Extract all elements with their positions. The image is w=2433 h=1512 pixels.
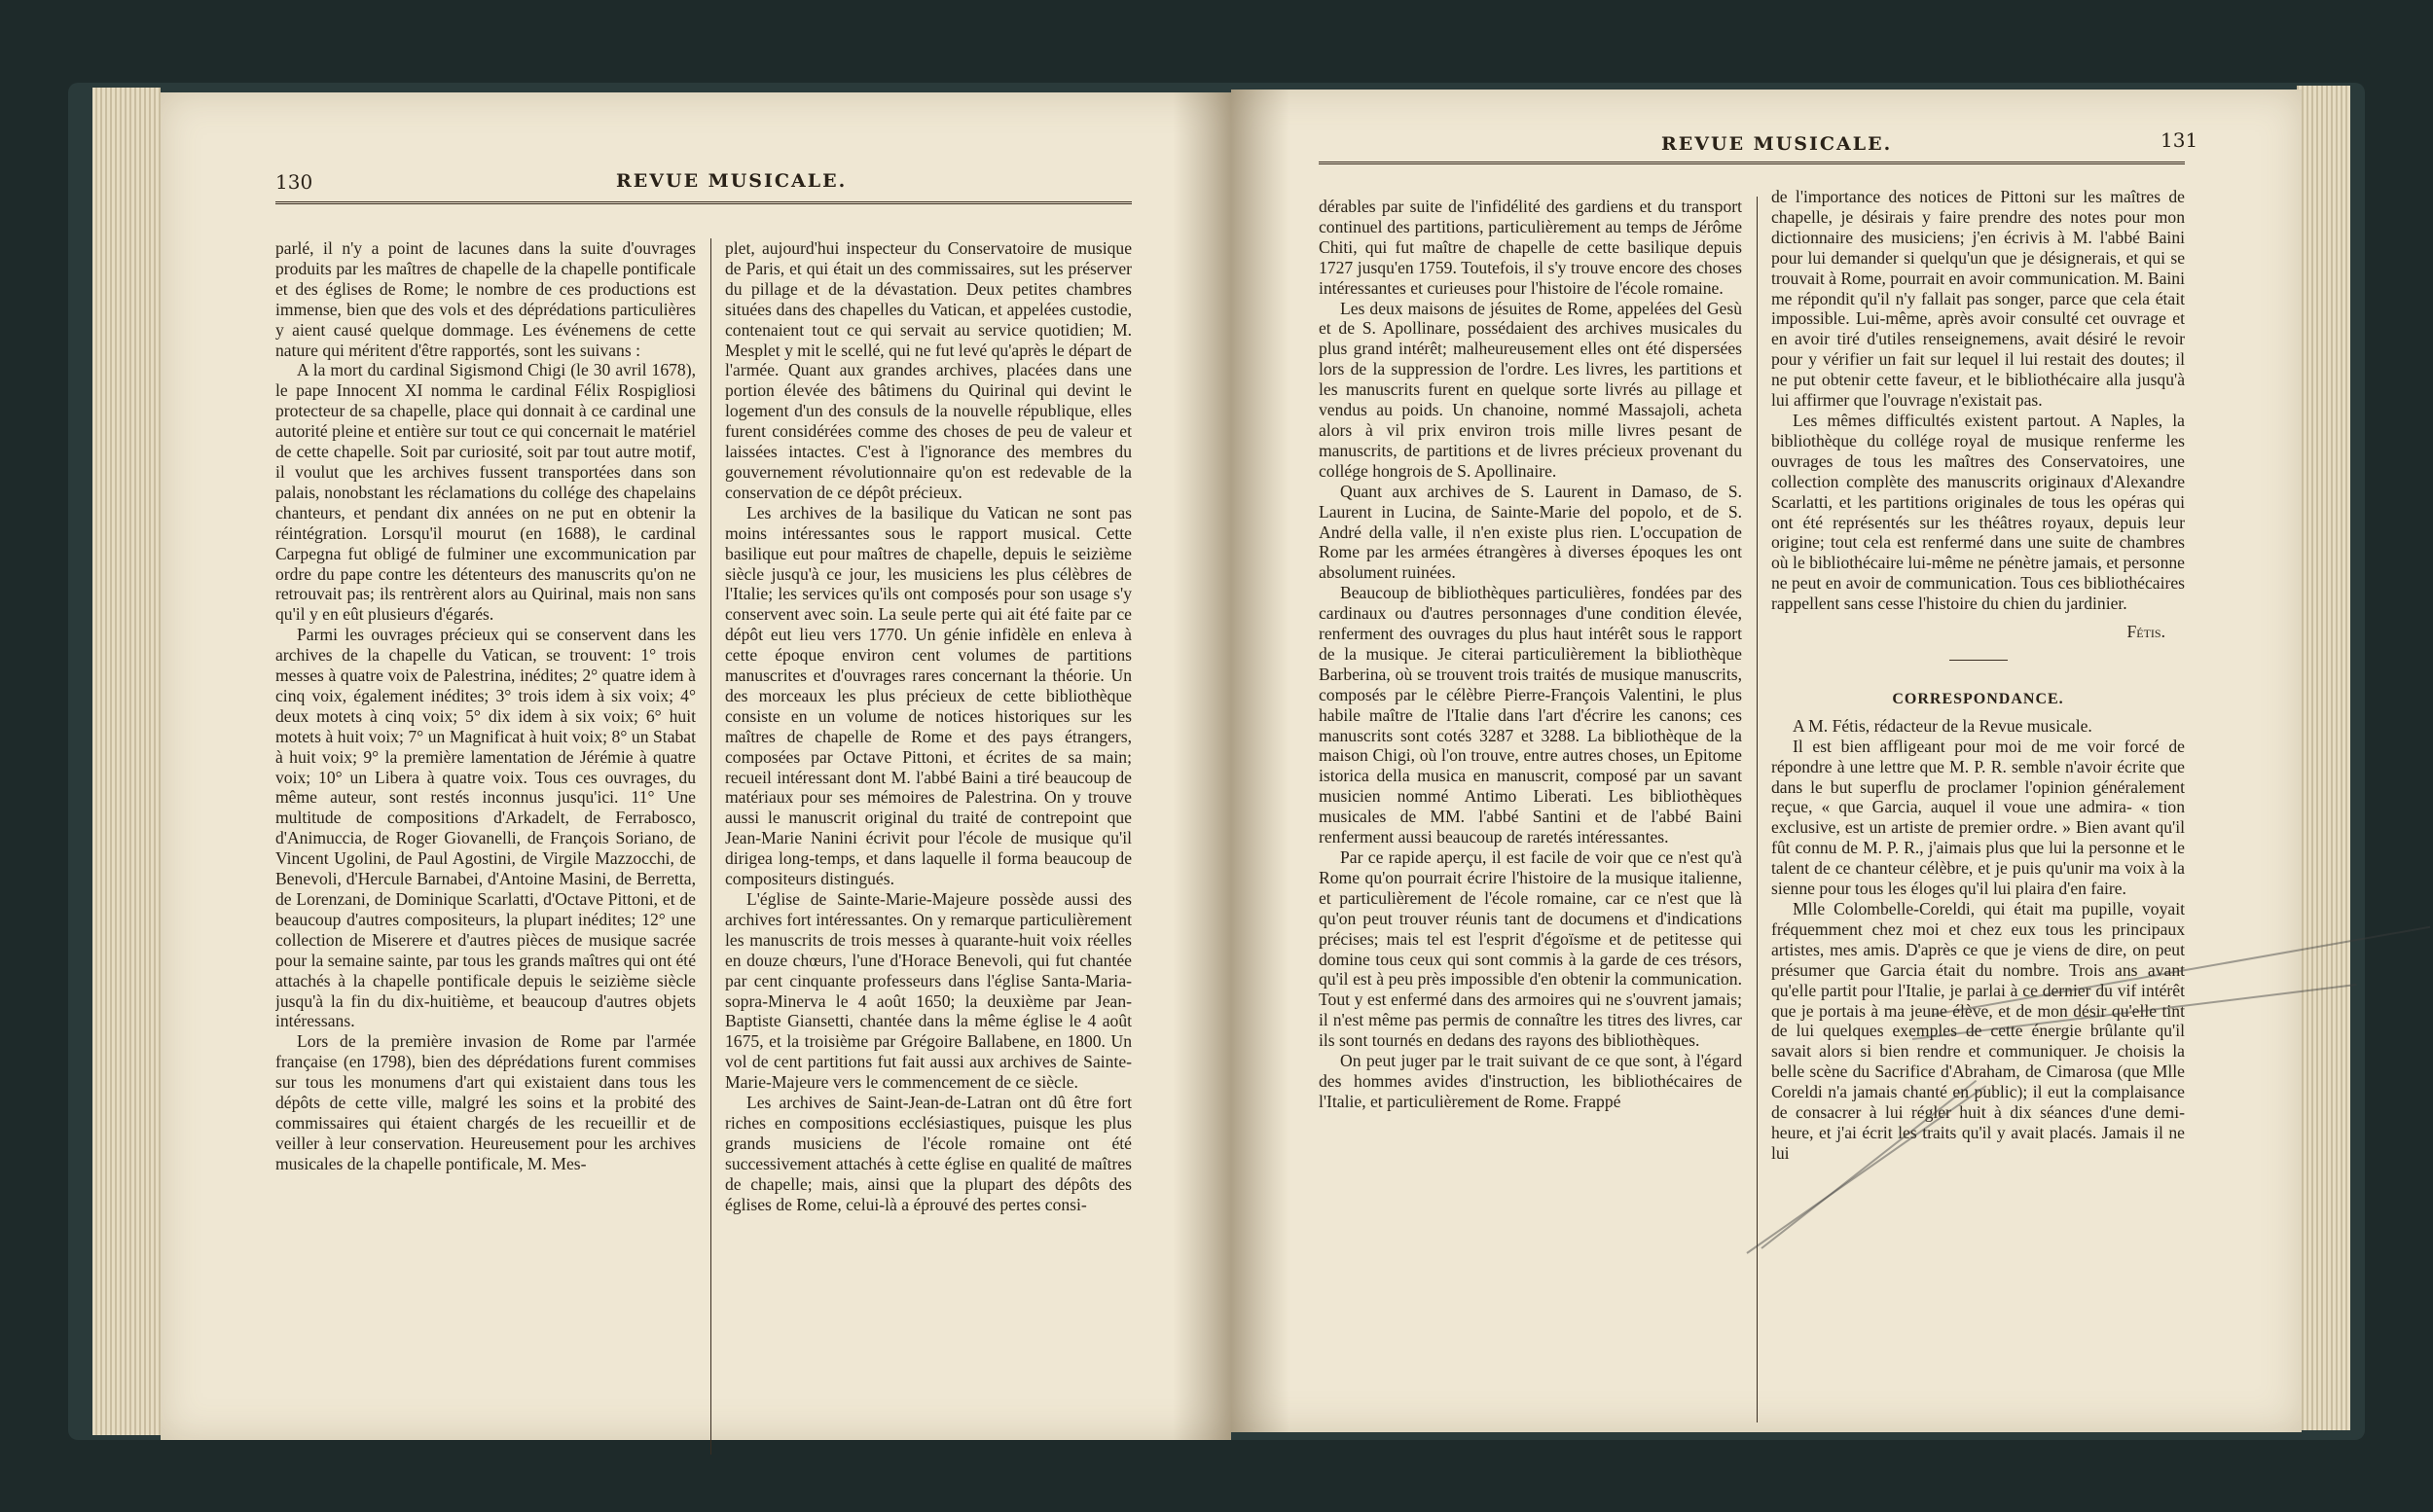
running-head: REVUE MUSICALE.: [616, 170, 848, 192]
paragraph: A la mort du cardinal Sigismond Chigi (le 30 avril 1678), le pape Innocent XI nomma le cardinal Félix Rospigliosi protecteur de sa chapelle, place qui donnait à ce cardinal une autorité pleine et entière sur tout ce qui concernait le matériel de cette chapelle. Soit par curiosité, soit par tout autre motif, il voulut que les archives fussent transportées dans son palais, nonobstant les réclamations du collége des chapelains chanteurs, et pendant dix années on ne put en obtenir la réintégration. Lorsqu'il mourut (en 1688), le cardinal Carpegna fut obligé de fulminer une excommunication par ordre du pape contre les détenteurs des manuscrits qu'on ne retrouvait pas; ils rentrèrent alors au Quirinal, mais non sans qu'il y en eût plusieurs d'égarés.: [275, 360, 696, 625]
text-column-1: [275, 238, 696, 1455]
paragraph: Mlle Colombelle-Coreldi, qui était ma pupille, voyait fréquemment chez moi et chez eux tous les principaux artistes, mes amis. D'après ce que je viens de dire, on peut présumer que Garcia était du nombre. Trois ans avant qu'elle partit pour l'Italie, je parlai à ce dernier du vif intérêt que je portais à ma jeune élève, et de mon désir qu'elle tint de lui quelques exemples de cette énergie brûlante qu'il savait alors si bien rendre et communiquer. Je choisis la belle scène du Sacrifice d'Abraham, de Cimarosa (que Mlle Coreldi n'a jamais chanté en public); il eut la complaisance de consacrer à lui régler huit à dix séances d'une demi-heure, et j'ai écrit les traits qu'il y avait placés. Jamais il ne lui: [1771, 899, 2185, 1163]
paragraph: Les deux maisons de jésuites de Rome, appelées del Gesù et de S. Apollinare, possédaient des archives musicales du plus grand intérêt; malheureusement elles ont été dispersées lors de la suppression de l'ordre. Les livres, les partitions et les manuscrits furent en quelque sorte livrés au pillage et vendus au poids. Un chanoine, nommé Massajoli, acheta alors à vil prix environ trois mille livres pesant de manuscrits, de partitions et de livres précieux provenant du collége hongrois de S. Apollinaire.: [1319, 298, 1742, 481]
text-column-2: [725, 238, 1132, 1455]
paragraph: plet, aujourd'hui inspecteur du Conservatoire de musique de Paris, et qui était un des commissaires, sut les préserver du pillage et de la dévastation. Deux petites chambres situées dans des chapelles du Vatican, et appelées custodie, contenaient tout ce qui servait au service quotidien; M. Mesplet y mit le scellé, qui ne fut levé qu'après le départ de l'armée. Quant aux grandes archives, placées dans une portion élevée des bâtimens du Quirinal qui devint le logement d'un des consuls de la nouvelle république, elles furent considérées comme des choses de peu de valeur et laissées intactes. C'est à l'ignorance des membres du gouvernement révolutionnaire qu'on est redevable de la conservation de ce dépôt précieux.: [725, 238, 1132, 502]
page-edges-left: [92, 88, 161, 1435]
left-page: [161, 92, 1231, 1440]
text-column-3: [1319, 197, 1742, 1422]
header-rule: [275, 201, 1132, 204]
paragraph: Les archives de la basilique du Vatican ne sont pas moins intéressantes sous le rapport musical. Cette basilique eut pour maîtres de chapelle, depuis le seizième siècle jusqu'à ce jour, les musiciens les plus célèbres de l'Italie; les services qu'ils ont composés pour son usage s'y conservent avec soin. La seule perte qui ait été faite par ce dépôt eut lieu vers 1770. Un génie infidèle en enleva à cette époque environ cent volumes de partitions manuscrites et d'ouvrages rares concernant la théorie. Un des morceaux les plus précieux de cette bibliothèque consiste en un volume de notices historiques sur les maîtres de chapelle de Rome et des pays étrangers, composées par Octave Pittoni, et écrites de sa main; recueil intéressant dont M. l'abbé Baini a tiré beaucoup de matériaux pour ses mémoires de Palestrina. On y trouve aussi le manuscrit original du traité de contrepoint que Jean-Marie Nanini écrivit pour l'école de musique qu'il dirigea long-temps, et dans laquelle il forma beaucoup de compositeurs distingués.: [725, 502, 1132, 889]
paragraph: On peut juger par le trait suivant de ce que sont, à l'égard des hommes avides d'instruction, les bibliothécaires de l'Italie, et particulièrement de Rome. Frappé: [1319, 1051, 1742, 1111]
paragraph: L'église de Sainte-Marie-Majeure possède aussi des archives fort intéressantes. On y remarque particulièrement les manuscrits de trois messes à quarante-huit voix réelles en douze chœurs, l'une d'Horace Benevoli, qui fut chantée par cent cinquante professeurs dans l'église Santa-Maria-sopra-Minerva le 4 août 1650; la deuxième par Jean-Baptiste Giansetti, chantée dans la même église le 4 août 1675, et la troisième par Grégoire Ballabene, en 1800. Un vol de cent partitions fut fait aussi aux archives de Sainte-Marie-Majeure vers le commencement de ce siècle.: [725, 889, 1132, 1093]
page-number: 130: [275, 170, 313, 194]
gutter-shadow: [1231, 90, 1289, 1432]
column-divider: [710, 238, 711, 1455]
salutation: A M. Fétis, rédacteur de la Revue musicale.: [1793, 715, 2092, 736]
right-page: [1231, 90, 2302, 1432]
paragraph: de l'importance des notices de Pittoni sur les maîtres de chapelle, je désirais y faire prendre des notes pour mon dictionnaire des musiciens; j'en écrivis à M. l'abbé Baini pour lui demander si quelqu'un que je désignerais, et qui se trouvait à Rome, pourrait en avoir communication. M. Baini me répondit qu'il n'y fallait pas songer, parce que cela était impossible. Lui-même, après avoir consulté cet ouvrage et en avoir tiré d'utiles renseignemens, avait désiré le revoir pour y vérifier un fait sur lequel il lui restait des doutes; il ne put obtenir cette faveur, et le bibliothécaire alla jusqu'à lui affirmer que l'ouvrage n'existait pas.: [1771, 187, 2185, 411]
section-divider: [1949, 660, 2008, 661]
page-number: 131: [2161, 128, 2198, 152]
paragraph: Il est bien affligeant pour moi de me voir forcé de répondre à une lettre que M. P. R. semble n'avoir écrite que dans le but superflu de proclamer l'opinion généralement reçue, « que Garcia, auquel il voue une admira- « tion exclusive, est un artiste de premier ordre. » Bien avant qu'il fût connu de M. P. R., j'aimais plus que lui la personne et le talent de ce chanteur célèbre, et je puis qu'unir ma voix à la sienne pour tous les éloges qu'il lui plaira d'en faire.: [1771, 736, 2185, 899]
author-signature: Fétis.: [2126, 622, 2165, 642]
paragraph: Parmi les ouvrages précieux qui se conservent dans les archives de la chapelle du Vatican, se trouvent: 1° trois messes à quatre voix de Palestrina, inédites; 2° quatre idem à cinq voix, également inédites; 3° trois idem à six voix; 4° deux motets à cinq voix; 5° dix idem à six voix; 6° huit motets à huit voix; 7° un Magnificat à huit voix; 8° un Stabat à huit voix; 9° la première lamentation de Jérémie à quatre voix; 10° un Libera à quatre voix. Tous ces ouvrages, du même auteur, sont restés inconnus jusqu'ici. 11° Une multitude de compositions d'Arkadelt, de Ferrabosco, d'Animuccia, de Roger Giovanelli, de François Soriano, de Vincent Ugolini, de Paul Agostini, de Virgile Mazzocchi, de Benevoli, d'Hercule Barnabei, d'Antoine Masini, de Berretta, de Lorenzani, de Dominique Scarlatti, d'Octave Pittoni, et de beaucoup d'autres compositeurs, la plupart inédites; 12° une collection de Miserere et d'autres pièces de musique sacrée pour la semaine sainte, par tous les grands maîtres qui ont été attachés à la chapelle pontificale depuis le seizième siècle jusqu'à la fin du dix-huitième, et beaucoup d'autres objets intéressans.: [275, 625, 696, 1031]
paragraph: parlé, il n'y a point de lacunes dans la suite d'ouvrages produits par les maîtres de chapelle de la chapelle pontificale et des églises de Rome; le nombre de ces productions est immense, bien que des vols et des déprédations particulières y aient causé quelque dommage. Les événemens de cette nature qui méritent d'être rapportés, sont les suivans :: [275, 238, 696, 360]
paragraph: dérables par suite de l'infidélité des gardiens et du transport continuel des partitions, particulièrement au temps de Jérôme Chiti, qui fut maître de chapelle de cette basilique depuis 1727 jusqu'en 1759. Toutefois, il s'y trouve encore des choses intéressantes et curieuses pour l'histoire de l'école romaine.: [1319, 197, 1742, 298]
paragraph: Quant aux archives de S. Laurent in Damaso, de S. Laurent in Lucina, de Sainte-Marie del popolo, et de S. André della valle, il n'en existe plus rien. L'occupation de Rome par les armées étrangères à diverses époques les ont absolument ruinées.: [1319, 481, 1742, 583]
header-rule: [1319, 162, 2185, 164]
paragraph: Les archives de Saint-Jean-de-Latran ont dû être fort riches en compositions ecclésiastiques, puisque les plus grands musiciens de l'école romaine ont été successivement attachés à cette église en qualité de maîtres de chapelle; mais, ainsi que la plupart des dépôts des églises de Rome, celui-là a éprouvé des pertes consi-: [725, 1093, 1132, 1214]
running-head: REVUE MUSICALE.: [1661, 133, 1893, 155]
column-divider: [1757, 197, 1758, 1422]
paragraph: Beaucoup de bibliothèques particulières, fondées par des cardinaux ou d'autres personnages d'une condition élevée, renferment des ouvrages du plus haut intérêt sous le rapport de la musique. Je citerai particulièrement la bibliothèque Barberina, où se trouvent trois traités de musique manuscrits, composés par le célèbre Pierre-François Valentini, le plus habile maître de l'Italie dans l'art d'écrire les canons; ces manuscrits sont cotés 3287 et 3288. La bibliothèque de la maison Chigi, où l'on trouve, entre autres choses, un Epitome istorica della musica en manuscrit, composé par un savant musicien nommé Antimo Liberati. Les bibliothèques musicales de MM. l'abbé Santini et de l'abbé Baini renferment aussi beaucoup de raretés intéressantes.: [1319, 583, 1742, 847]
text-column-4: [1771, 187, 2185, 1422]
paragraph: Par ce rapide aperçu, il est facile de voir que ce n'est qu'à Rome qu'on pourrait écrire l'histoire de la musique italienne, et particulièrement de l'école romaine, car ce n'est que là qu'on peut trouver réunis tant de documens et d'indications précises; mais tel est l'esprit d'égoïsme et de petitesse qui domine tous ceux qui sont commis à la garde de ces trésors, qu'il est à peu près impossible d'en obtenir la communication. Tout y est enfermé dans des armoires qui ne s'ouvrent jamais; il n'est même pas permis de connaître les titres des livres, car ils sont tournés en dedans des rayons des bibliothèques.: [1319, 847, 1742, 1051]
page-edges-right: [2297, 86, 2350, 1430]
section-title: CORRESPONDANCE.: [1892, 690, 2064, 707]
gutter-shadow: [1173, 92, 1231, 1440]
paragraph: Lors de la première invasion de Rome par l'armée française (en 1798), bien des déprédations furent commises sur tous les monumens d'art qui existaient dans tous les dépôts de cette ville, malgré les soins et la probité des commissaires qui étaient chargés de les recueillir et de veiller à leur conservation. Heureusement pour les archives musicales de la chapelle pontificale, M. Mes-: [275, 1031, 696, 1173]
paragraph: Les mêmes difficultés existent partout. A Naples, la bibliothèque du collége royal de musique renferme les ouvrages de tous les maîtres des Conservatoires, une collection complète des manuscrits originaux d'Alexandre Scarlatti, et les partitions originales de tous les opéras qui ont été représentés sur les théâtres royaux, depuis leur origine; tout cela est renfermé dans une suite de chambres où le bibliothécaire lui-même ne pénètre jamais, et personne ne peut en avoir de communication. Tous ces bibliothécaires rappellent sans cesse l'histoire du chien du jardinier.: [1771, 410, 2185, 614]
